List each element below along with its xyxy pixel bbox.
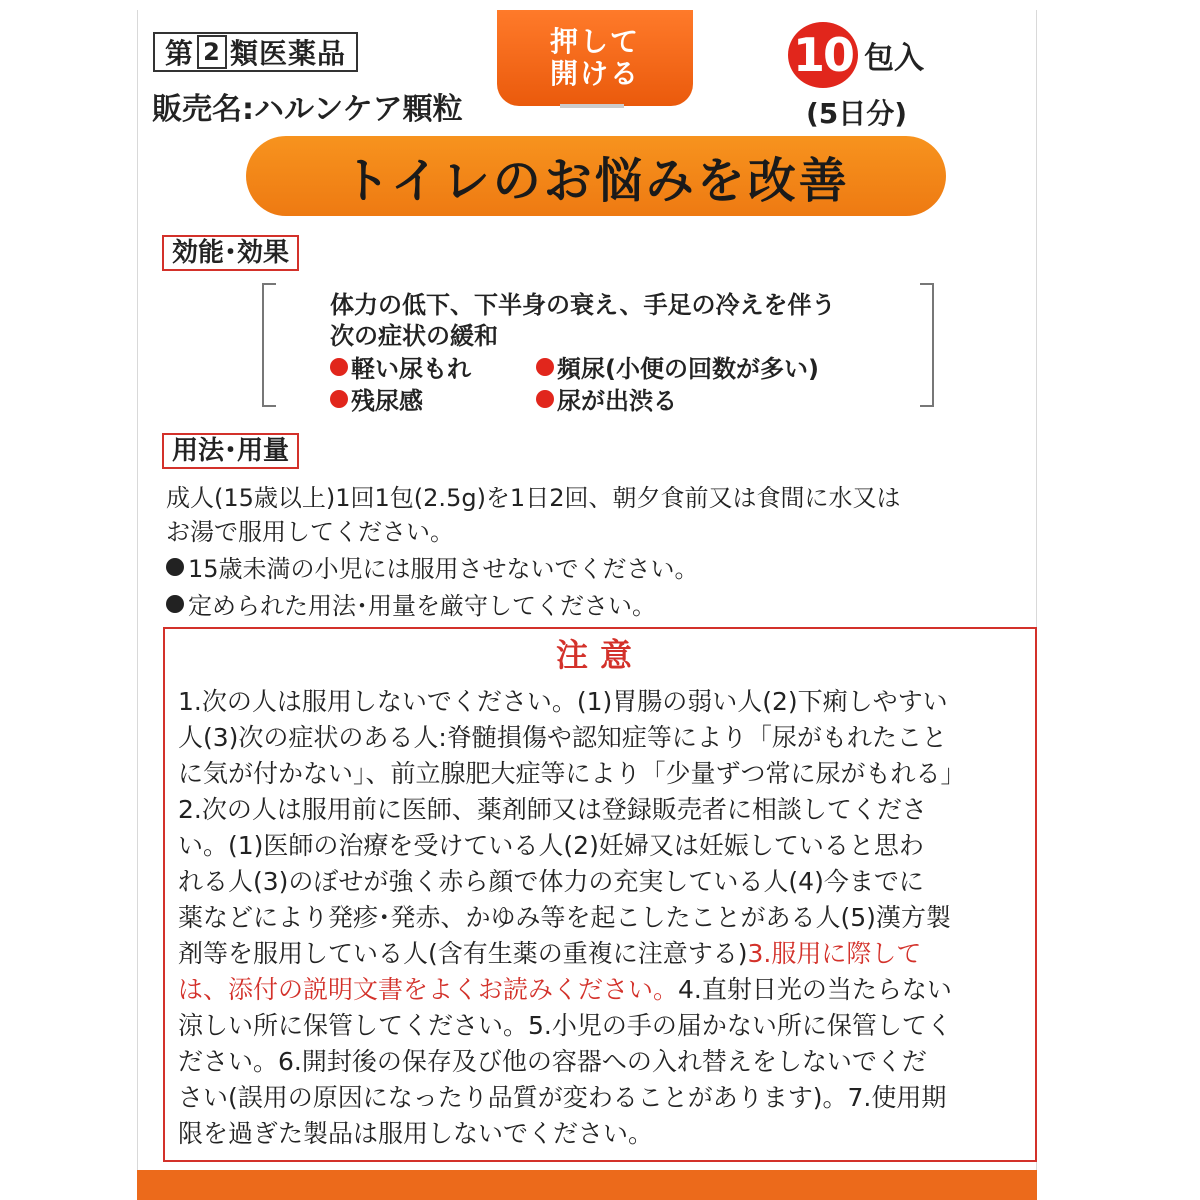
symptom-item: 尿が出渋る bbox=[536, 381, 677, 416]
caution-line: 限を過ぎた製品は服用しないでください。 bbox=[178, 1119, 654, 1148]
sales-name: 販売名:ハルンケア顆粒 bbox=[152, 92, 463, 127]
headline-banner: トイレのお悩みを改善 bbox=[246, 136, 946, 216]
efficacy-label: 効能･効果 bbox=[162, 235, 299, 271]
symptom-item: 頻尿(小便の回数が多い) bbox=[536, 349, 819, 384]
press-tab-line2: 開ける bbox=[549, 57, 640, 90]
count-unit: 包入 bbox=[864, 41, 924, 76]
usage-label: 用法･用量 bbox=[162, 433, 299, 469]
drug-class-box bbox=[153, 32, 358, 72]
caution-line: ださい。6.開封後の保存及び他の容器への入れ替えをしないでくだ bbox=[178, 1047, 927, 1076]
black-bullet-icon bbox=[166, 558, 184, 576]
efficacy-bracket-right bbox=[920, 283, 934, 407]
caution-line: 薬などにより発疹･発赤、かゆみ等を起こしたことがある人(5)漢方製 bbox=[178, 903, 951, 932]
caution-emphasis: 3.服用に際して bbox=[747, 939, 922, 968]
caution-line: さい(誤用の原因になったり品質が変わることがあります)。7.使用期 bbox=[178, 1083, 947, 1112]
caution-line: 1.次の人は服用しないでください。(1)胃腸の弱い人(2)下痢しやすい bbox=[178, 687, 948, 716]
caution-emphasis: は、添付の説明文書をよくお読みください。 bbox=[178, 975, 679, 1004]
caution-line: に気が付かない」、前立腺肥大症等により「少量ずつ常に尿がもれる」 bbox=[178, 759, 966, 788]
caution-line-mixed: は、添付の説明文書をよくお読みください。4.直射日光の当たらない bbox=[178, 975, 952, 1004]
drug-class-number: 2 bbox=[197, 35, 227, 69]
package-count bbox=[788, 22, 924, 88]
usage-line1: 成人(15歳以上)1回1包(2.5g)を1日2回、朝夕食前又は食間に水又は bbox=[166, 484, 901, 512]
caution-line: 人(3)次の症状のある人:脊髄損傷や認知症等により「尿がもれたこと bbox=[178, 723, 947, 752]
usage-line2: お湯で服用してください。 bbox=[166, 518, 454, 546]
tab-perforation bbox=[560, 104, 624, 108]
bottom-orange-strip bbox=[137, 1170, 1037, 1200]
red-bullet-icon bbox=[536, 358, 554, 376]
press-to-open-tab[interactable] bbox=[497, 10, 693, 106]
efficacy-line2: 次の症状の緩和 bbox=[330, 322, 498, 350]
caution-line: い。(1)医師の治療を受けている人(2)妊婦又は妊娠していると思わ bbox=[178, 831, 924, 860]
symptom-item: 残尿感 bbox=[330, 381, 423, 416]
efficacy-line1: 体力の低下、下半身の衰え、手足の冷えを伴う bbox=[330, 291, 836, 319]
caution-title: 注意 bbox=[555, 636, 644, 674]
caution-line: れる人(3)のぼせが強く赤ら顔で体力の充実している人(4)今までに bbox=[178, 867, 924, 896]
caution-line: 涼しい所に保管してください。5.小児の手の届かない所に保管してく bbox=[178, 1011, 952, 1040]
usage-note: 定められた用法･用量を厳守してください。 bbox=[166, 586, 656, 621]
efficacy-bracket-left bbox=[262, 283, 276, 407]
caution-line-mixed: 剤等を服用している人(含有生薬の重複に注意する)3.服用に際して bbox=[178, 939, 922, 968]
red-bullet-icon bbox=[330, 390, 348, 408]
caution-line: 2.次の人は服用前に医師、薬剤師又は登録販売者に相談してくださ bbox=[178, 795, 927, 824]
black-bullet-icon bbox=[166, 595, 184, 613]
red-bullet-icon bbox=[330, 358, 348, 376]
days-supply: (5日分) bbox=[806, 97, 908, 130]
press-tab-line1: 押して bbox=[549, 25, 640, 58]
drug-class-prefix: 第 bbox=[165, 37, 195, 70]
symptom-item: 軽い尿もれ bbox=[330, 349, 471, 384]
red-bullet-icon bbox=[536, 390, 554, 408]
usage-note: 15歳未満の小児には服用させないでください。 bbox=[166, 549, 699, 584]
count-number-badge: 10 bbox=[788, 22, 858, 88]
drug-class-suffix: 類医薬品 bbox=[230, 37, 347, 70]
